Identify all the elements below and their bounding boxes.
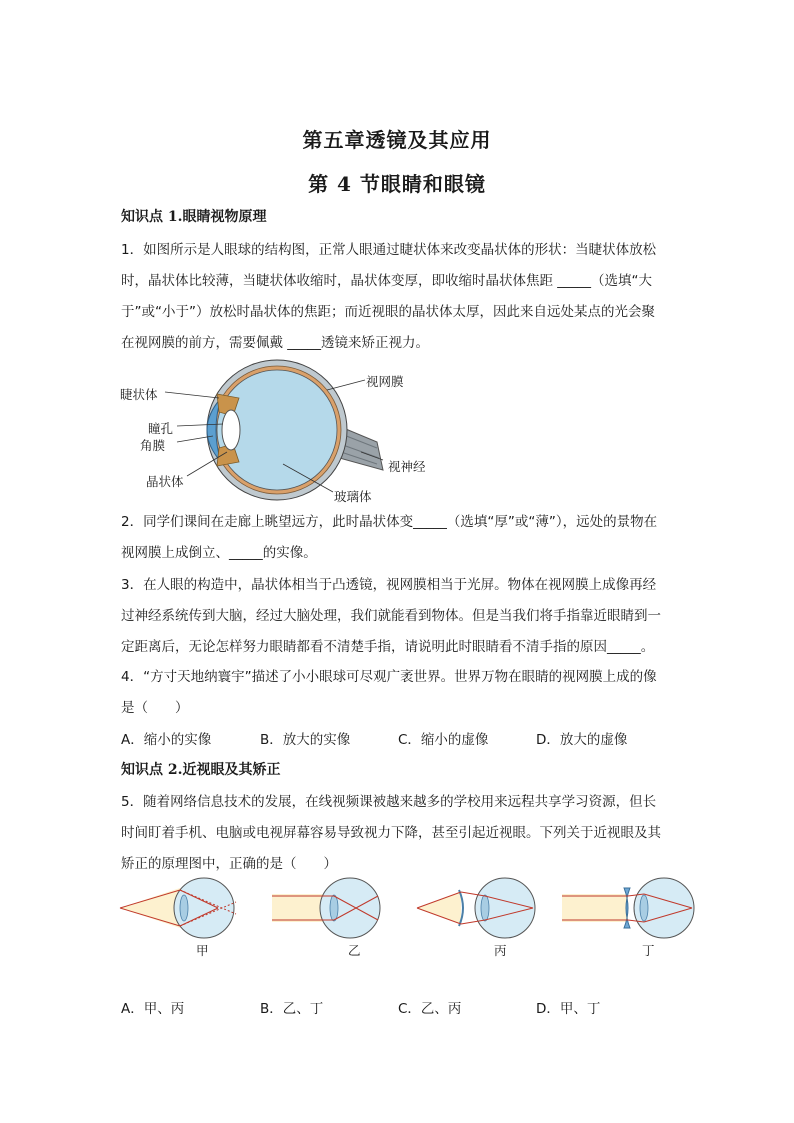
- label-retina: 视网膜: [366, 374, 404, 389]
- figure-caption-ding: 丁: [642, 943, 655, 958]
- q3-line: 过神经系统传到大脑，经过大脑处理，我们就能看到物体。但是当我们将手指靠近眼睛到一: [121, 608, 661, 624]
- lens-shape: [222, 410, 240, 450]
- q4-option-b[interactable]: B．放大的实像: [260, 732, 351, 748]
- q4-option-c[interactable]: C．缩小的虚像: [398, 732, 489, 748]
- q3-line: 定距离后，无论怎样努力眼睛都看不清楚手指，请说明此时眼睛看不清手指的原因_____。: [121, 639, 655, 655]
- q1-line: 时，晶状体比较薄，当睫状体收缩时，晶状体变厚，即收缩时晶状体焦距 _____（选填“大: [121, 273, 653, 289]
- section-title: 第 4 节眼睛和眼镜: [308, 172, 486, 196]
- label-vitreous: 玻璃体: [334, 489, 372, 504]
- knowledge-point-2-heading: 知识点 2.近视眼及其矫正: [121, 762, 281, 778]
- label-ciliary-body: 睫状体: [120, 387, 158, 402]
- figure-jia-diagram: [118, 876, 248, 942]
- q4-option-d[interactable]: D．放大的虚像: [536, 732, 628, 748]
- chapter-title: 第五章透镜及其应用: [302, 128, 492, 152]
- figure-bing-diagram: [415, 876, 545, 942]
- figure-caption-bing: 丙: [494, 943, 507, 958]
- label-optic-nerve: 视神经: [388, 459, 426, 474]
- knowledge-point-1-heading: 知识点 1.眼睛视物原理: [121, 209, 267, 225]
- figure-caption-yi: 乙: [348, 943, 361, 958]
- figure-yi-diagram: [270, 876, 390, 942]
- figure-ding-diagram: [560, 876, 700, 942]
- q5-line: 时间盯着手机、电脑或电视屏幕容易导致视力下降，甚至引起近视眼。下列关于近视眼及其: [121, 825, 661, 841]
- q2-line: 视网膜上成倒立、_____的实像。: [121, 545, 317, 561]
- q5-option-b[interactable]: B．乙、丁: [260, 1001, 324, 1017]
- q5-option-d[interactable]: D．甲、丁: [536, 1001, 601, 1017]
- q5-option-c[interactable]: C．乙、丙: [398, 1001, 462, 1017]
- q1-line: 1．如图所示是人眼球的结构图，正常人眼通过睫状体来改变晶状体的形状：当睫状体放松: [121, 242, 657, 258]
- q5-option-a[interactable]: A．甲、丙: [121, 1001, 185, 1017]
- q1-line: 在视网膜的前方，需要佩戴 _____透镜来矫正视力。: [121, 335, 430, 351]
- q5-line: 5．随着网络信息技术的发展，在线视频课被越来越多的学校用来远程共享学习资源，但长: [121, 794, 657, 810]
- q5-line: 矫正的原理图中，正确的是（ ）: [121, 856, 337, 872]
- q2-line: 2．同学们课间在走廊上眺望远方，此时晶状体变_____（选填“厚”或“薄”），远处的景物在: [121, 514, 658, 530]
- label-pupil: 瞳孔: [148, 421, 174, 436]
- q4-option-a[interactable]: A．缩小的实像: [121, 732, 212, 748]
- q4-line: 是（ ）: [121, 700, 189, 716]
- label-cornea: 角膜: [140, 438, 166, 453]
- q1-line: 于”或“小于”）放松时晶状体的焦距；而近视眼的晶状体太厚，因此来自远处某点的光会聚: [121, 304, 655, 320]
- q3-line: 3．在人眼的构造中，晶状体相当于凸透镜，视网膜相当于光屏。物体在视网膜上成像再经: [121, 577, 657, 593]
- figure-caption-jia: 甲: [196, 943, 209, 958]
- q4-line: 4．“方寸天地纳寰宇”描述了小小眼球可尽观广袤世界。世界万物在眼睛的视网膜上成的像: [121, 669, 657, 685]
- label-lens: 晶状体: [146, 474, 184, 489]
